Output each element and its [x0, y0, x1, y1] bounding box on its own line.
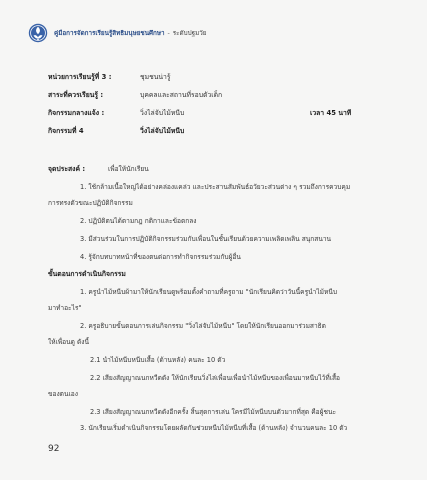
substep-line: 2.2 เสียงสัญญาณนกหวีดดัง ให้นักเรียนวิ่งไล่เพื่อนเพื่อนำไม้หนีบของเพื่อนมาหนีบไว้ที่เสื้อ — [90, 374, 340, 382]
substep-line: 2.3 เสียงสัญญาณนกหวีดดังอีกครั้ง สิ้นสุดการเล่น ใครมีไม้หนีบบนตัวมากที่สุด คือผู้ชนะ — [90, 408, 336, 416]
activity-value: วิ่งไล่จับไม้หนีบ — [140, 109, 185, 117]
unit-row — [48, 68, 398, 86]
unit-value: ชุมชนน่ารู้ — [140, 73, 171, 81]
substep-line-continued: ของตนเอง — [48, 390, 78, 398]
activity-duration: เวลา 45 นาที — [310, 109, 352, 117]
topic-value: บุคคลและสถานที่รอบตัวเด็ก — [140, 91, 223, 99]
step-line-continued: ให้เพื่อนดู ดังนี้ — [48, 338, 90, 346]
purpose-item: 1. ใช้กล้ามเนื้อใหญ่ได้อย่างคล่องแคล่ว และประสานสัมพันธ์อวัยวะส่วนต่าง ๆ รวมถึงการควบคุม — [80, 183, 351, 191]
activity-number-row — [48, 122, 398, 140]
activity-number-value: วิ่งไล่จับไม้หนีบ — [140, 127, 185, 135]
page-header — [28, 22, 408, 44]
activity-number-label: กิจกรรมที่ 4 — [48, 127, 84, 135]
purpose-item: 2. ปฏิบัติตนได้ตามกฎ กติกาและข้อตกลง — [80, 217, 197, 225]
activity-label: กิจกรรมกลางแจ้ง : — [48, 109, 105, 117]
step-line: 1. ครูนำไม้หนีบผ้ามาให้นักเรียนดูพร้อมตั้งคำถามที่ครูถาม "นักเรียนคิดว่าวันนี้ครูนำไม้หนีบ — [80, 288, 338, 296]
substep-line: 2.1 นำไม้หนีบหนีบเสื้อ (ด้านหลัง) คนละ 10 ตัว — [90, 356, 226, 364]
header-separator: - — [167, 29, 170, 37]
purpose-intro: เพื่อให้นักเรียน — [108, 165, 149, 173]
steps-section — [48, 268, 400, 432]
step-line-continued: มาทำอะไร" — [48, 304, 82, 312]
institution-logo-icon — [28, 23, 48, 43]
step-line: 2. ครูอธิบายขั้นตอนการเล่นกิจกรรม "วิ่งไล่จับไม้หนีบ" โดยให้นักเรียนออกมาร่วมสาธิต — [80, 322, 326, 330]
lesson-meta — [48, 68, 398, 140]
topic-label: สาระที่ควรเรียนรู้ : — [48, 91, 104, 99]
education-level: ระดับปฐมวัย — [172, 30, 207, 37]
purpose-item-continued: การทรงตัวขณะปฏิบัติกิจกรรม — [48, 199, 133, 207]
topic-row — [48, 86, 398, 104]
purpose-item: 3. มีส่วนร่วมในการปฏิบัติกิจกรรมร่วมกับเพื่อนในชั้นเรียนด้วยความเพลิดเพลิน สนุกสนาน — [80, 235, 332, 243]
page-number: 92 — [48, 444, 60, 454]
purpose-heading: จุดประสงค์ : — [48, 165, 86, 173]
purpose-section — [48, 163, 400, 261]
activity-row — [48, 104, 398, 122]
unit-label: หน่วยการเรียนรู้ที่ 3 : — [48, 73, 112, 81]
steps-heading: ขั้นตอนการดำเนินกิจกรรม — [48, 270, 126, 278]
manual-title: คู่มือการจัดการเรียนรู้สิทธิมนุษยชนศึกษา — [54, 30, 165, 37]
step-line: 3. นักเรียนเริ่มดำเนินกิจกรรมโดยผลัดกันช่วยหนีบไม้หนีบที่เสื้อ (ด้านหลัง) จำนวนคนละ 10 ตัว — [80, 424, 348, 432]
purpose-item: 4. รู้จักบทบาทหน้าที่ของตนต่อการทำกิจกรรมร่วมกับผู้อื่น — [80, 253, 241, 261]
